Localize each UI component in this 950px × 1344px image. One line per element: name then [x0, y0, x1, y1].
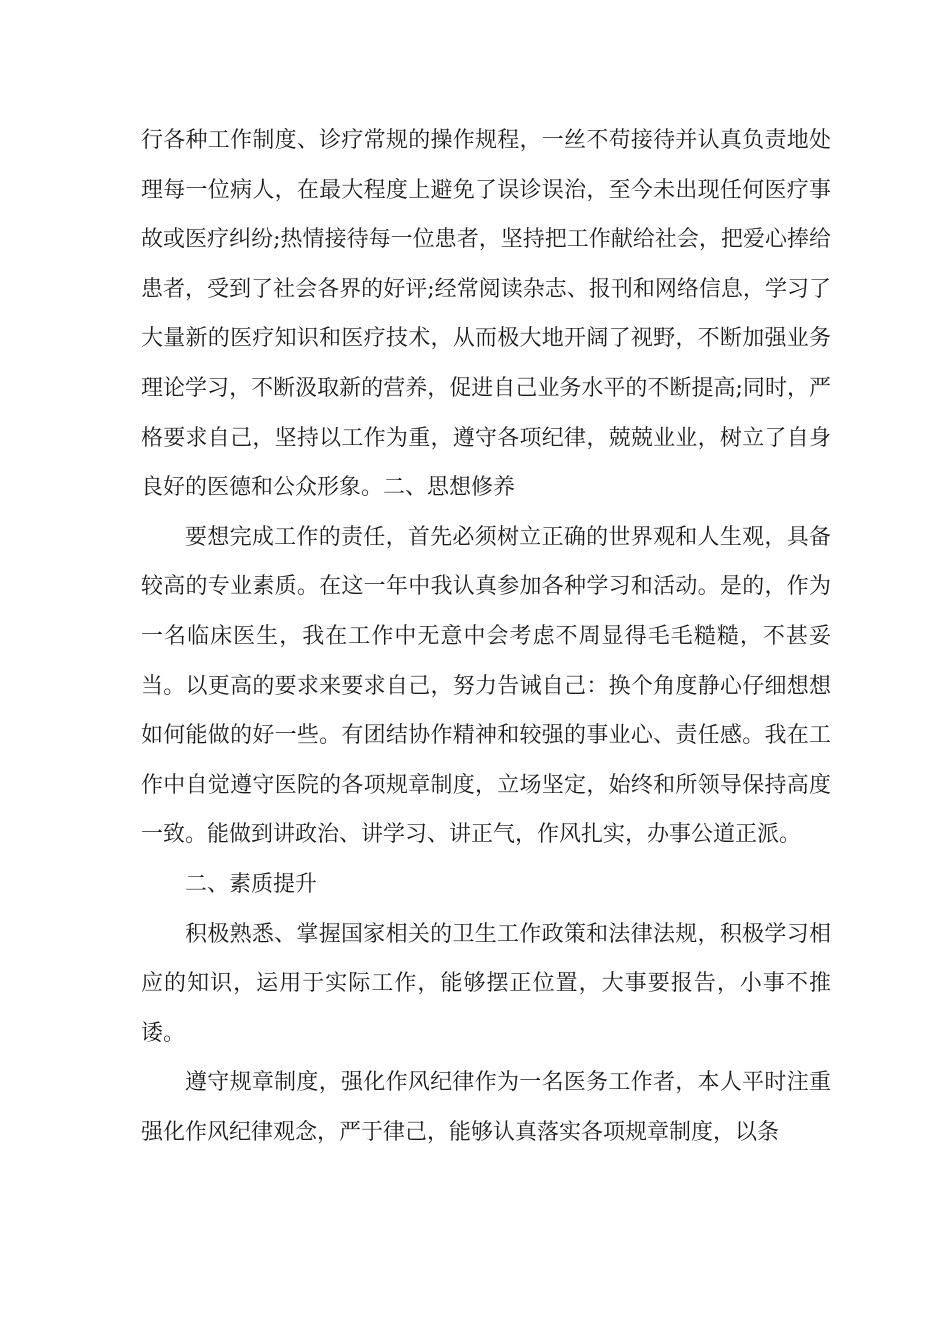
paragraph-rules-discipline: 遵守规章制度，强化作风纪律作为一名医务工作者，本人平时注重强化作风纪律观念，严于律己，能够认真落实各项规章制度，以条 — [141, 1070, 831, 1145]
section-heading-quality-improvement: 二、素质提升 — [185, 871, 318, 897]
paragraph-work-practice: 行各种工作制度、诊疗常规的操作规程，一丝不苟接待并认真负责地处理每一位病人，在最大程度上避免了误诊误治，至今未出现任何医疗事故或医疗纠纷;热情接待每一位患者，坚持把工作献给社会，把爱心捧给患者，受到了社会各界的好评;经常阅读杂志、报刊和网络信息，学习了大量新的医疗知识和医疗技术，从而极大地开阔了视野，不断加强业务理论学习，不断汲取新的营养，促进自己业务水平的不断提高;同时，严格要求自己，坚持以工作为重，遵守各项纪律，兢兢业业，树立了自身良好的医德和公众形象。二、思想修养 — [141, 128, 831, 501]
document-body — [141, 116, 831, 1157]
paragraph-policy-study: 积极熟悉、掌握国家相关的卫生工作政策和法律法规，积极学习相应的知识，运用于实际工作，能够摆正位置，大事要报告，小事不推诿。 — [141, 921, 831, 1046]
paragraph-ideological-cultivation: 要想完成工作的责任，首先必须树立正确的世界观和人生观，具备较高的专业素质。在这一年中我认真参加各种学习和活动。是的，作为一名临床医生，我在工作中无意中会考虑不周显得毛毛糙糙，不甚妥当。以更高的要求来要求自己，努力告诫自己：换个角度静心仔细想想如何能做的好一些。有团结协作精神和较强的事业心、责任感。我在工作中自觉遵守医院的各项规章制度，立场坚定，始终和所领导保持高度一致。能做到讲政治、讲学习、讲正气，作风扎实，办事公道正派。 — [141, 524, 831, 848]
